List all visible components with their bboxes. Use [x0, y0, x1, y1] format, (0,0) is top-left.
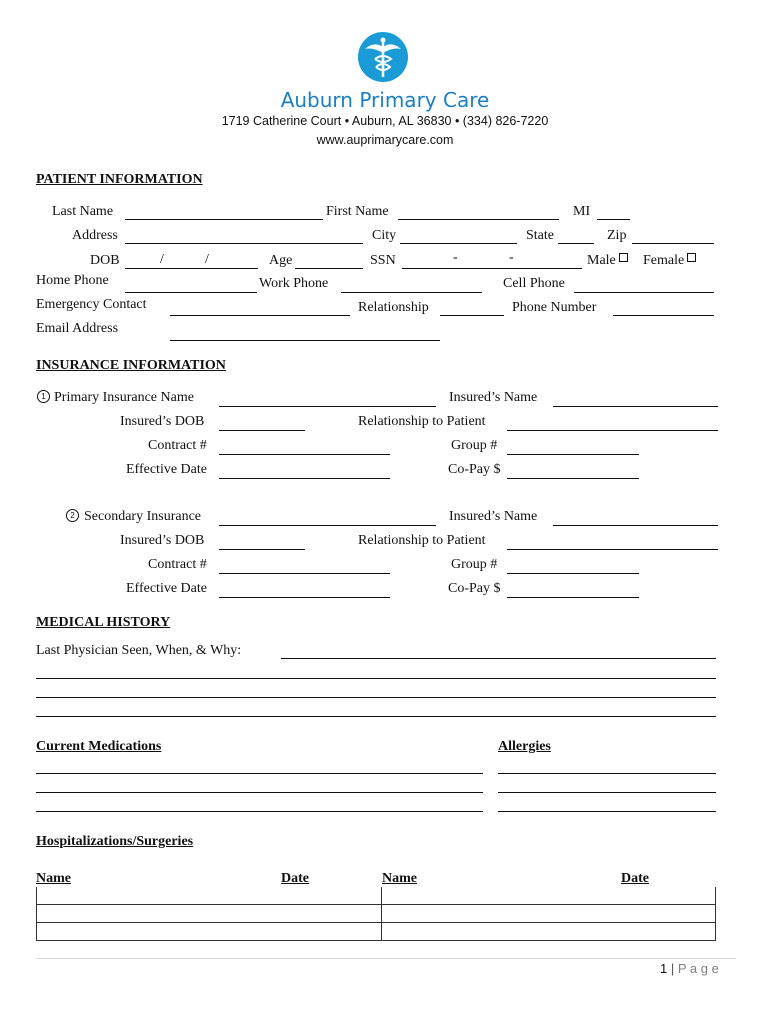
work-phone-field[interactable] [341, 292, 482, 293]
hosp-col-date-1: Date [281, 871, 309, 886]
medications-field-1[interactable] [36, 773, 483, 774]
primary-insurance-field[interactable] [219, 406, 436, 407]
secondary-contract-label: Contract # [148, 557, 207, 572]
table-cell[interactable] [382, 887, 716, 905]
medical-history-heading: MEDICAL HISTORY [36, 615, 171, 630]
home-phone-field[interactable] [125, 292, 257, 293]
primary-effective-date-label: Effective Date [126, 462, 207, 477]
age-field[interactable] [295, 268, 363, 269]
secondary-insurance-label: Secondary Insurance [84, 509, 202, 524]
secondary-copay-field[interactable] [507, 597, 639, 598]
medications-field-3[interactable] [36, 811, 483, 812]
state-label: State [526, 228, 554, 243]
ssn-field[interactable] [402, 268, 582, 269]
emergency-contact-label: Emergency Contact [36, 297, 147, 312]
primary-effective-date-field[interactable] [219, 478, 390, 479]
primary-insureds-dob-label: Insured’s DOB [120, 414, 205, 429]
current-medications-heading: Current Medications [36, 739, 162, 754]
primary-copay-field[interactable] [507, 478, 639, 479]
table-cell[interactable] [37, 905, 382, 923]
last-name-label: Last Name [52, 204, 114, 219]
allergies-field-1[interactable] [498, 773, 716, 774]
female-label: Female [643, 253, 685, 268]
city-label: City [372, 228, 397, 243]
page-label: P a g e [677, 961, 719, 976]
hospitalizations-heading: Hospitalizations/Surgeries [36, 834, 194, 849]
dob-field[interactable] [125, 268, 258, 269]
footer-divider [36, 958, 736, 959]
phone-number-field[interactable] [613, 315, 714, 316]
caduceus-icon [357, 31, 409, 83]
hosp-col-name-1: Name [36, 871, 71, 886]
secondary-relationship-label: Relationship to Patient [358, 533, 486, 548]
secondary-insurance-field[interactable] [219, 525, 436, 526]
table-cell[interactable] [382, 905, 716, 923]
female-option[interactable] [643, 253, 696, 269]
ssn-separator-2: - [509, 250, 514, 265]
male-checkbox[interactable] [619, 253, 628, 262]
patient-info-heading: PATIENT INFORMATION [36, 172, 203, 187]
secondary-effective-date-field[interactable] [219, 597, 390, 598]
mi-label: MI [573, 204, 591, 219]
hosp-col-name-2: Name [382, 871, 417, 886]
primary-insureds-name-label: Insured’s Name [449, 390, 538, 405]
last-physician-label: Last Physician Seen, When, & Why: [36, 643, 242, 658]
dob-separator-1: / [160, 252, 164, 267]
address-field[interactable] [125, 243, 363, 244]
primary-insureds-dob-field[interactable] [219, 430, 305, 431]
zip-label: Zip [607, 228, 627, 243]
page-separator: | [670, 961, 675, 976]
male-label: Male [587, 253, 616, 268]
secondary-insureds-name-field[interactable] [553, 525, 718, 526]
last-physician-field-2[interactable] [36, 678, 716, 679]
first-name-field[interactable] [398, 219, 559, 220]
city-field[interactable] [400, 243, 517, 244]
allergies-field-3[interactable] [498, 811, 716, 812]
clinic-address: 1719 Catherine Court • Auburn, AL 36830 • (334) 826-7220 [221, 114, 549, 128]
table-row [37, 905, 716, 923]
primary-group-label: Group # [451, 438, 498, 453]
secondary-effective-date-label: Effective Date [126, 581, 207, 596]
primary-group-field[interactable] [507, 454, 639, 455]
dob-separator-2: / [205, 252, 209, 267]
secondary-insureds-dob-label: Insured’s DOB [120, 533, 205, 548]
email-label: Email Address [36, 321, 119, 336]
secondary-copay-label: Co-Pay $ [448, 581, 501, 596]
clinic-website: www.auprimarycare.com [316, 133, 454, 147]
home-phone-label: Home Phone [36, 273, 109, 288]
dob-label: DOB [90, 253, 120, 268]
primary-insurance-label: Primary Insurance Name [54, 390, 194, 405]
ssn-label: SSN [370, 253, 396, 268]
state-field[interactable] [558, 243, 594, 244]
cell-phone-label: Cell Phone [503, 276, 565, 291]
last-name-field[interactable] [125, 219, 323, 220]
last-physician-field-3[interactable] [36, 697, 716, 698]
primary-contract-label: Contract # [148, 438, 207, 453]
primary-contract-field[interactable] [219, 454, 390, 455]
male-option[interactable] [587, 253, 628, 269]
mi-field[interactable] [597, 219, 630, 220]
secondary-relationship-field[interactable] [507, 549, 718, 550]
secondary-group-label: Group # [451, 557, 498, 572]
table-cell[interactable] [37, 887, 382, 905]
hospitalizations-table [36, 887, 716, 941]
table-row [37, 887, 716, 905]
first-name-label: First Name [326, 204, 389, 219]
clinic-name: Auburn Primary Care [280, 88, 490, 112]
last-physician-field-4[interactable] [36, 716, 716, 717]
secondary-group-field[interactable] [507, 573, 639, 574]
hosp-col-date-2: Date [621, 871, 649, 886]
primary-insureds-name-field[interactable] [553, 406, 718, 407]
last-physician-field-1[interactable] [281, 658, 716, 659]
phone-number-label: Phone Number [512, 300, 597, 315]
primary-relationship-field[interactable] [507, 430, 718, 431]
table-row [37, 923, 716, 941]
allergies-field-2[interactable] [498, 792, 716, 793]
female-checkbox[interactable] [687, 253, 696, 262]
ssn-separator-1: - [453, 250, 458, 265]
primary-relationship-label: Relationship to Patient [358, 414, 486, 429]
table-cell[interactable] [37, 923, 382, 941]
secondary-contract-field[interactable] [219, 573, 390, 574]
address-label: Address [72, 228, 118, 243]
secondary-insureds-name-label: Insured’s Name [449, 509, 538, 524]
allergies-heading: Allergies [498, 739, 551, 754]
medications-field-2[interactable] [36, 792, 483, 793]
primary-number-badge: 1 [37, 390, 50, 403]
primary-copay-label: Co-Pay $ [448, 462, 501, 477]
email-field[interactable] [170, 340, 440, 341]
age-label: Age [269, 253, 293, 268]
clinic-logo [357, 31, 409, 83]
page-footer [660, 961, 719, 976]
secondary-number-badge: 2 [66, 509, 79, 522]
relationship-field[interactable] [440, 315, 504, 316]
cell-phone-field[interactable] [574, 292, 714, 293]
relationship-label: Relationship [358, 300, 429, 315]
table-cell[interactable] [382, 923, 716, 941]
work-phone-label: Work Phone [259, 276, 329, 291]
insurance-heading: INSURANCE INFORMATION [36, 358, 226, 373]
zip-field[interactable] [632, 243, 714, 244]
page-number: 1 [660, 961, 668, 976]
secondary-insureds-dob-field[interactable] [219, 549, 305, 550]
emergency-contact-field[interactable] [170, 315, 350, 316]
